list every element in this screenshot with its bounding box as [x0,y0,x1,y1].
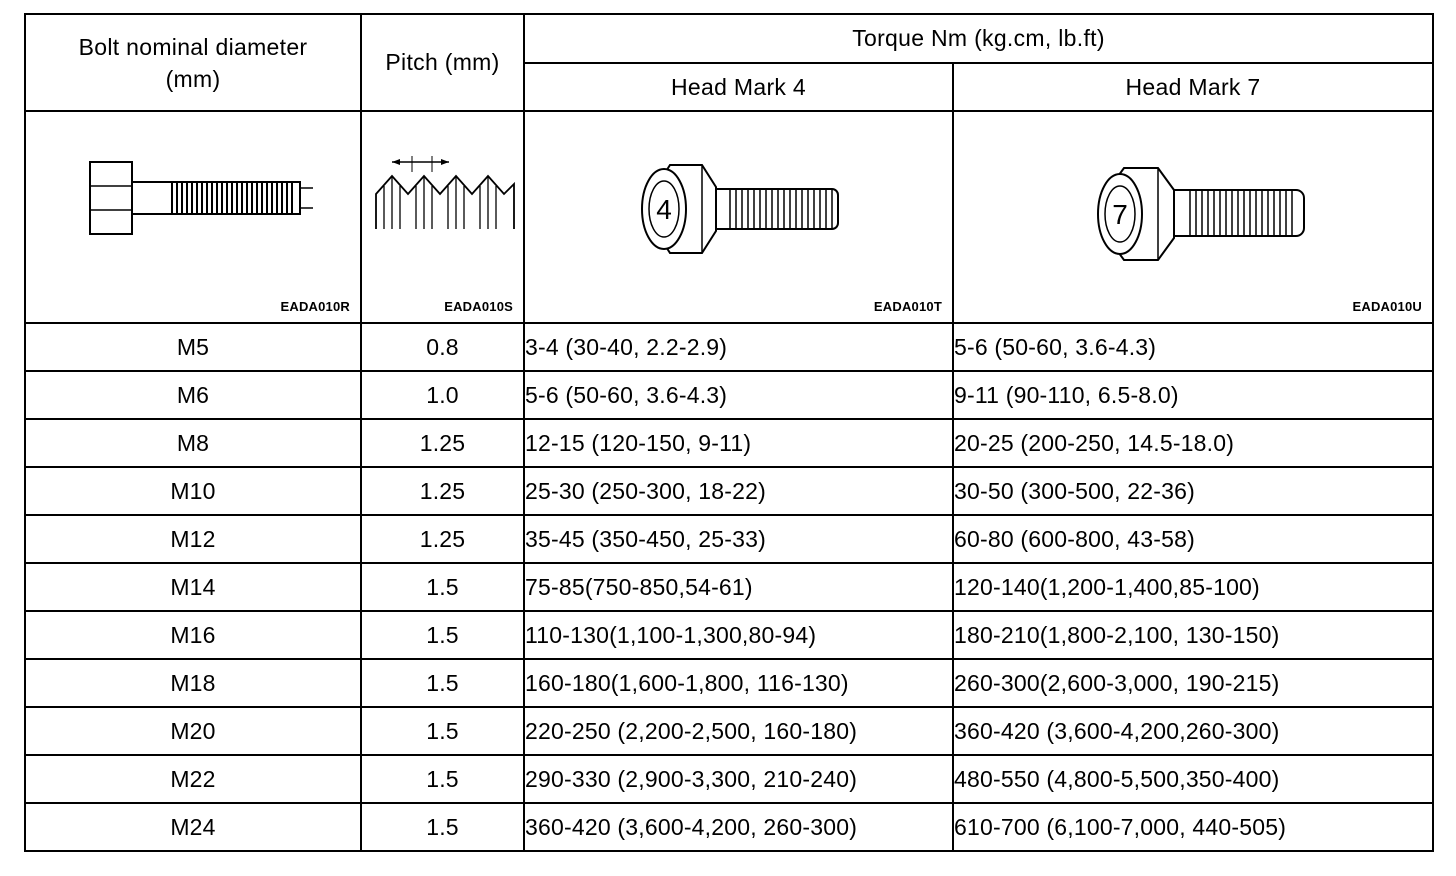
illustration-row [25,111,1433,323]
head-mark-7-header: Head Mark 7 [953,63,1433,111]
bolt-size-cell: M16 [25,611,361,659]
pitch-cell: 1.0 [361,371,524,419]
table-row [25,611,1433,659]
head-mark-4-illustration-cell [524,111,953,323]
pitch-cell: 0.8 [361,323,524,371]
mark-7-glyph: 7 [1112,199,1128,230]
figure-code: EADA010U [1352,299,1422,314]
pitch-illustration [374,154,524,244]
head-mark-4-torque-cell: 3-4 (30-40, 2.2-2.9) [524,323,953,371]
pitch-cell: 1.5 [361,755,524,803]
bolt-size-cell: M18 [25,659,361,707]
bolt-diameter-illustration [88,154,318,244]
table-row [25,563,1433,611]
head-mark-4-torque-cell: 220-250 (2,200-2,500, 160-180) [524,707,953,755]
table-row [25,467,1433,515]
bolt-size-cell: M6 [25,371,361,419]
head-mark-4-bolt-icon [640,157,850,257]
head-mark-7-torque-cell: 5-6 (50-60, 3.6-4.3) [953,323,1433,371]
table-row [25,323,1433,371]
pitch-cell: 1.25 [361,419,524,467]
figure-code: EADA010T [873,299,942,314]
pitch-cell: 1.5 [361,707,524,755]
bolt-size-cell: M22 [25,755,361,803]
pitch-cell: 1.5 [361,803,524,851]
figure-code: EADA010R [280,299,350,314]
pitch-cell: 1.5 [361,563,524,611]
bolt-size-cell: M5 [25,323,361,371]
pitch-cell: 1.25 [361,467,524,515]
pitch-header: Pitch (mm) [361,14,524,111]
head-mark-4-torque-cell: 110-130(1,100-1,300,80-94) [524,611,953,659]
pitch-cell: 1.5 [361,659,524,707]
bolt-size-cell: M8 [25,419,361,467]
head-mark-7-torque-cell: 60-80 (600-800, 43-58) [953,515,1433,563]
pitch-illustration-cell [361,111,524,323]
table-row [25,707,1433,755]
head-mark-7-torque-cell: 30-50 (300-500, 22-36) [953,467,1433,515]
bolt-size-cell: M20 [25,707,361,755]
head-mark-7-illustration-cell [953,111,1433,323]
bolt-size-cell: M24 [25,803,361,851]
torque-spec-table [24,13,1434,852]
table-row [25,803,1433,851]
table-row [25,515,1433,563]
head-mark-7-torque-cell: 480-550 (4,800-5,500,350-400) [953,755,1433,803]
bolt-size-cell: M10 [25,467,361,515]
head-mark-7-torque-cell: 180-210(1,800-2,100, 130-150) [953,611,1433,659]
head-mark-7-torque-cell: 120-140(1,200-1,400,85-100) [953,563,1433,611]
head-mark-4-torque-cell: 160-180(1,600-1,800, 116-130) [524,659,953,707]
head-mark-7-torque-cell: 9-11 (90-110, 6.5-8.0) [953,371,1433,419]
torque-header: Torque Nm (kg.cm, lb.ft) [524,14,1433,63]
mark-4-glyph: 4 [656,194,672,225]
table-row [25,371,1433,419]
bolt-size-cell: M14 [25,563,361,611]
head-mark-4-torque-cell: 35-45 (350-450, 25-33) [524,515,953,563]
table-row [25,659,1433,707]
head-mark-7-torque-cell: 260-300(2,600-3,000, 190-215) [953,659,1433,707]
head-mark-7-torque-cell: 20-25 (200-250, 14.5-18.0) [953,419,1433,467]
pitch-cell: 1.5 [361,611,524,659]
head-mark-7-torque-cell: 360-420 (3,600-4,200,260-300) [953,707,1433,755]
head-mark-4-torque-cell: 5-6 (50-60, 3.6-4.3) [524,371,953,419]
head-mark-4-torque-cell: 75-85(750-850,54-61) [524,563,953,611]
head-mark-4-torque-cell: 12-15 (120-150, 9-11) [524,419,953,467]
bolt-illustration-cell [25,111,361,323]
head-mark-4-torque-cell: 360-420 (3,600-4,200, 260-300) [524,803,953,851]
table-row [25,755,1433,803]
table-row [25,419,1433,467]
head-mark-7-torque-cell: 610-700 (6,100-7,000, 440-505) [953,803,1433,851]
head-mark-4-header: Head Mark 4 [524,63,953,111]
head-mark-4-torque-cell: 290-330 (2,900-3,300, 210-240) [524,755,953,803]
figure-code: EADA010S [444,299,513,314]
head-mark-7-bolt-icon [1094,162,1314,262]
pitch-cell: 1.25 [361,515,524,563]
head-mark-4-torque-cell: 25-30 (250-300, 18-22) [524,467,953,515]
diameter-header: Bolt nominal diameter (mm) [25,14,361,111]
bolt-size-cell: M12 [25,515,361,563]
